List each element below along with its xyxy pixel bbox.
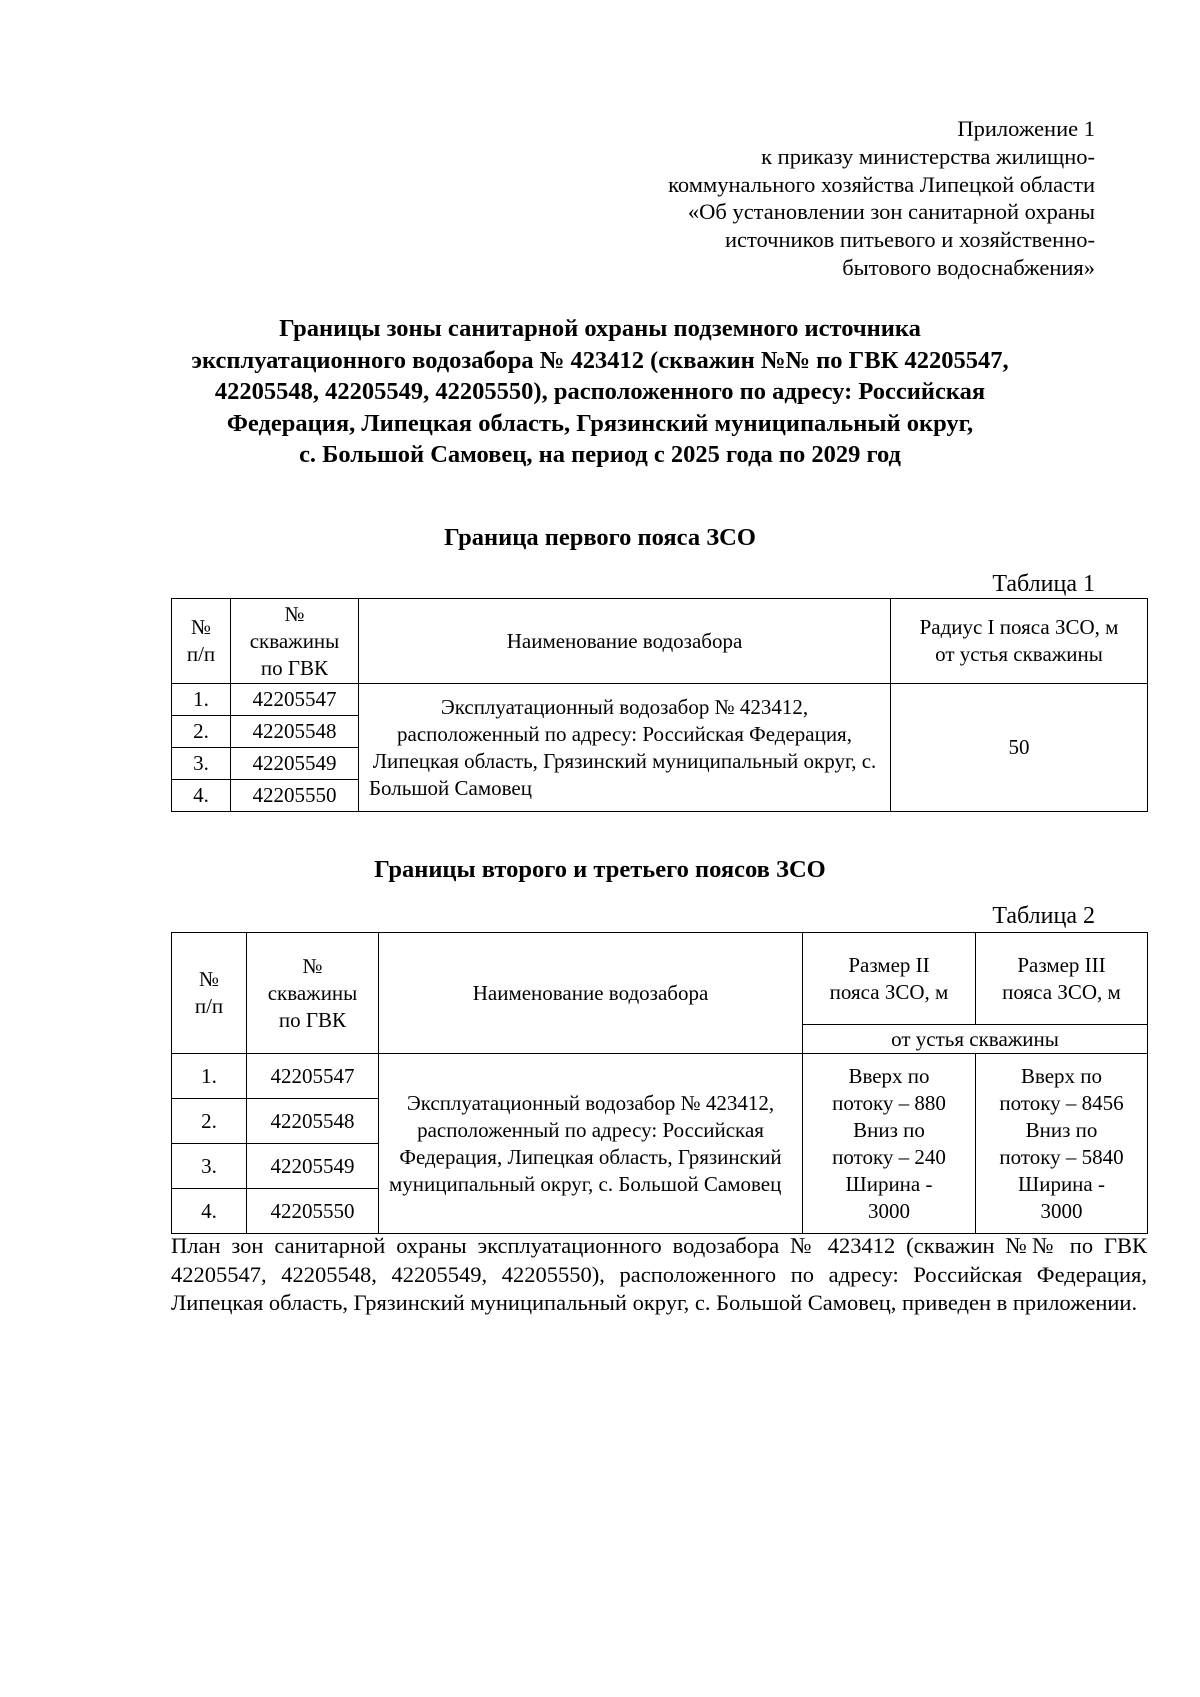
- row-well: 42205547: [231, 684, 359, 716]
- row-num: 3.: [172, 1144, 247, 1189]
- row-num: 1.: [172, 684, 231, 716]
- table-row: [172, 1054, 1148, 1099]
- plan-note: План зон санитарной охраны эксплуатационного водозабора № 423412 (скважин №№ по ГВК 42205547, 42205548, 42205549, 42205550), расположенного по адресу: Российская Федерация, Липецкая область, Грязинский муниципальный округ, с. Большой Самовец, приведен в приложении.: [171, 1233, 1147, 1315]
- table-row: [172, 684, 1148, 716]
- document-title: [150, 313, 1050, 471]
- header-name: Наименование водозабора: [379, 933, 803, 1054]
- table2: [171, 932, 1148, 1234]
- title-line: с. Большой Самовец, на период с 2025 года по 2029 год: [299, 441, 901, 468]
- radius-value: 50: [891, 684, 1148, 812]
- section1-title: Граница первого пояса ЗСО: [444, 524, 756, 551]
- header-well: № скважины по ГВК: [247, 933, 379, 1054]
- appendix-line: Приложение 1: [957, 116, 1095, 141]
- appendix-line: бытового водоснабжения»: [842, 254, 1095, 280]
- row-well: 42205548: [247, 1099, 379, 1144]
- title-line: Границы зоны санитарной охраны подземного источника: [279, 315, 921, 342]
- row-well: 42205549: [231, 748, 359, 780]
- table2-label: Таблица 2: [992, 903, 1095, 929]
- table1: [171, 598, 1148, 812]
- row-well: 42205549: [247, 1144, 379, 1189]
- row-well: 42205548: [231, 716, 359, 748]
- appendix-header: [668, 115, 1095, 282]
- appendix-line: «Об установлении зон санитарной охраны: [687, 199, 1095, 225]
- intake-description: Эксплуатационный водозабор № 423412, расположенный по адресу: Российская Федерация, Липецкая область, Грязинский муниципальный округ, с. Большой Самовец: [379, 1054, 803, 1234]
- table2-header-row: [172, 933, 1148, 1025]
- header-num: № п/п: [172, 599, 231, 684]
- size2-value: Вверх по потоку – 880 Вниз по потоку – 240 Ширина - 3000: [803, 1054, 976, 1234]
- title-line: 42205548, 42205549, 42205550), расположенного по адресу: Российская: [214, 378, 986, 405]
- header-well: № скважины по ГВК: [231, 599, 359, 684]
- row-num: 1.: [172, 1054, 247, 1099]
- appendix-line: к приказу министерства жилищно-: [761, 143, 1095, 169]
- row-num: 4.: [172, 1189, 247, 1234]
- size3-value: Вверх по потоку – 8456 Вниз по потоку – 5840 Ширина - 3000: [976, 1054, 1148, 1234]
- row-num: 2.: [172, 1099, 247, 1144]
- table1-label: Таблица 1: [992, 571, 1095, 597]
- section2-title: Границы второго и третьего поясов ЗСО: [374, 856, 826, 883]
- row-num: 3.: [172, 748, 231, 780]
- row-num: 4.: [172, 780, 231, 812]
- appendix-line: коммунального хозяйства Липецкой области: [668, 171, 1095, 197]
- row-num: 2.: [172, 716, 231, 748]
- header-num: № п/п: [172, 933, 247, 1054]
- row-well: 42205547: [247, 1054, 379, 1099]
- header-from-mouth: от устья скважины: [803, 1025, 1148, 1054]
- appendix-line: источников питьевого и хозяйственно-: [724, 227, 1095, 253]
- row-well: 42205550: [231, 780, 359, 812]
- intake-description: Эксплуатационный водозабор № 423412, расположенный по адресу: Российская Федерация, Липецкая область, Грязинский муниципальный округ, с. Большой Самовец: [359, 684, 891, 812]
- title-line: Федерация, Липецкая область, Грязинский муниципальный округ,: [226, 409, 974, 437]
- row-well: 42205550: [247, 1189, 379, 1234]
- header-name: Наименование водозабора: [359, 599, 891, 684]
- header-size3: Размер III пояса ЗСО, м: [976, 933, 1148, 1025]
- header-radius: Радиус I пояса ЗСО, м от устья скважины: [891, 599, 1148, 684]
- title-line: эксплуатационного водозабора № 423412 (скважин №№ по ГВК 42205547,: [191, 346, 1009, 374]
- table1-header-row: [172, 599, 1148, 684]
- header-size2: Размер II пояса ЗСО, м: [803, 933, 976, 1025]
